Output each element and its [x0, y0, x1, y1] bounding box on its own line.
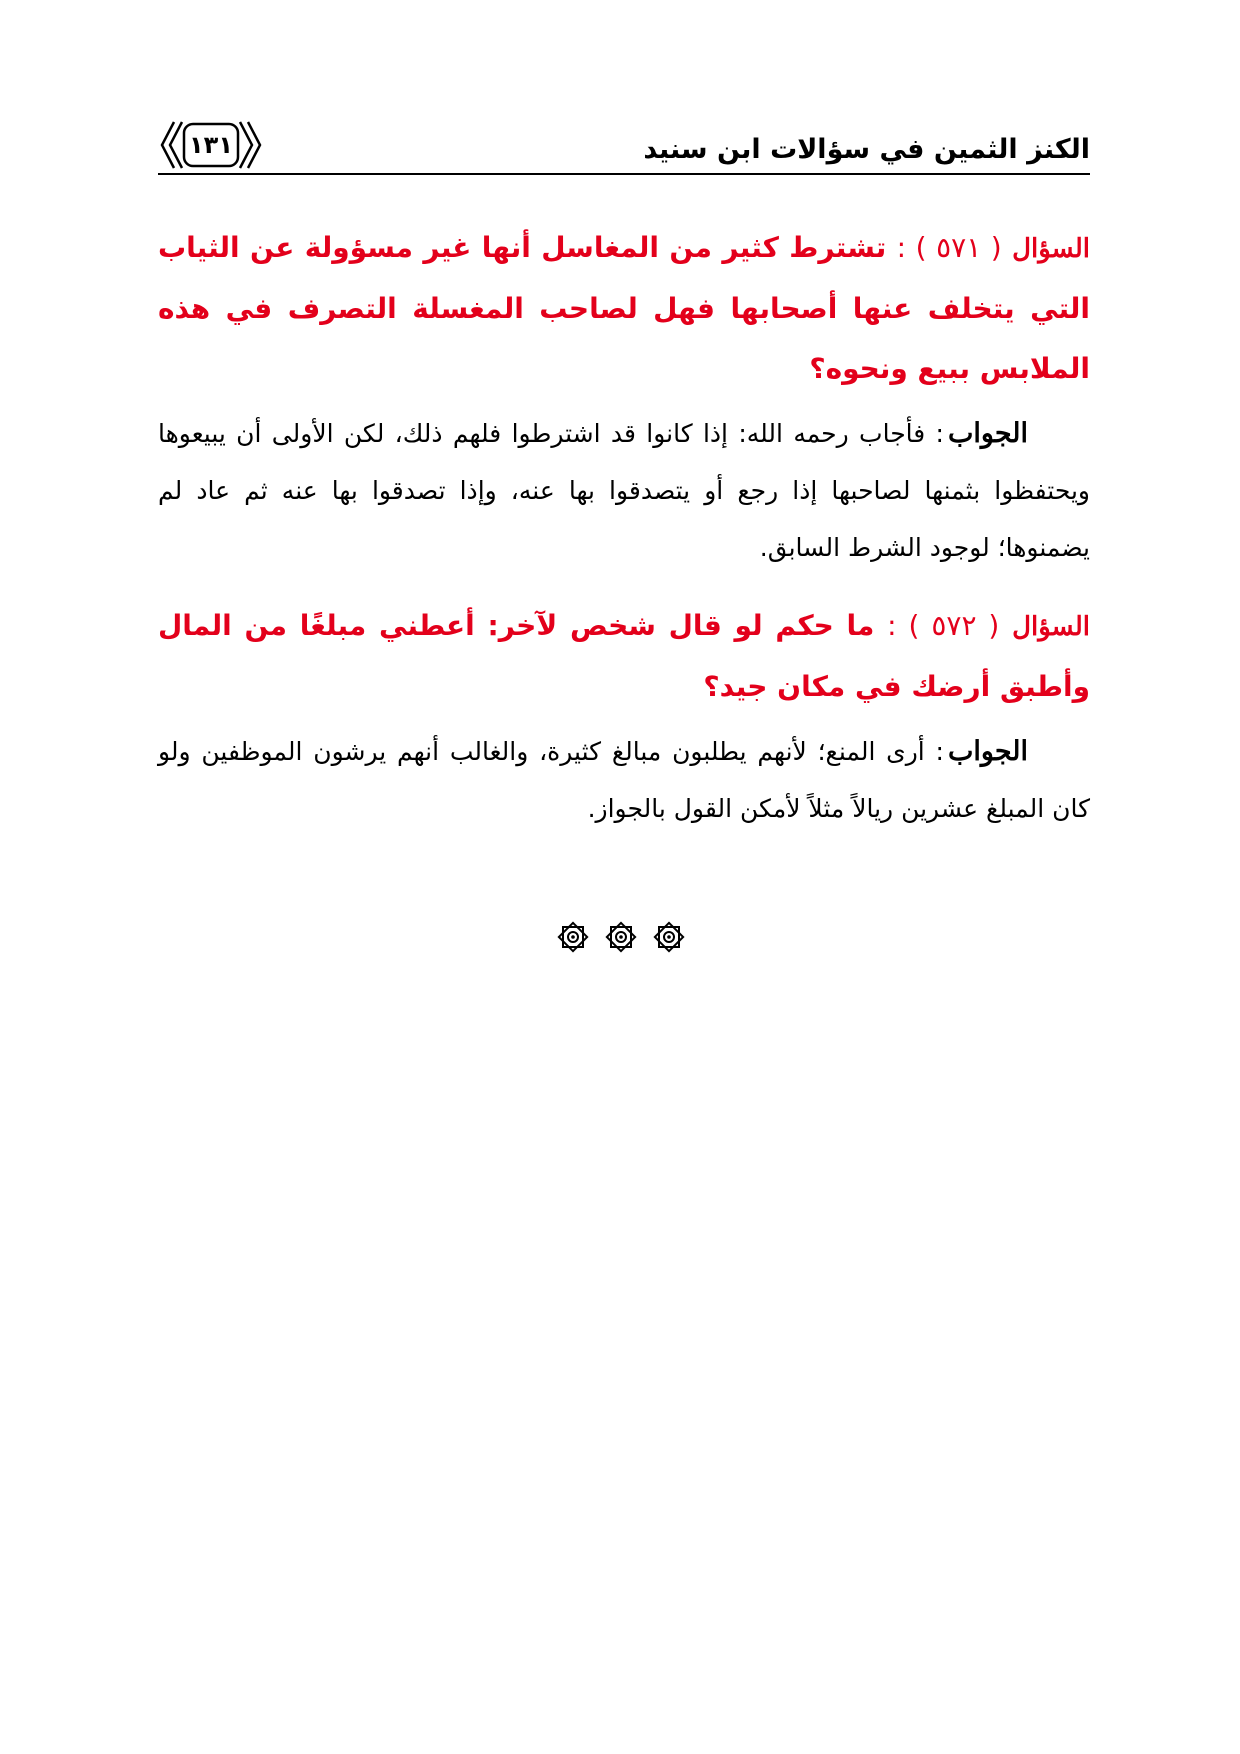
page-number: ١٣١ — [189, 131, 233, 159]
answer-text: : فأجاب رحمه الله: إذا كانوا قد اشترطوا فلهم ذلك، لكن الأولى أن يبيعوها ويحتفظوا بثمنها لصاحبها إذا رجع أو يتصدقوا بها عنه، وإذا تصدقوا بها عنه ثم عاد لم يضمنوها؛ لوجود الشرط السابق. — [158, 419, 1090, 562]
answer-label: الجواب — [947, 736, 1028, 767]
answer-label: الجواب — [947, 418, 1028, 449]
page-number-frame — [160, 118, 262, 172]
qa-entry-572 — [158, 596, 1090, 837]
question-571 — [158, 218, 1090, 399]
section-end-ornaments — [556, 920, 686, 956]
question-text: ما حكم لو قال شخص لآخر: أعطني مبلغًا من المال وأطبق أرضك في مكان جيد؟ — [158, 609, 1090, 703]
answer-text: : أرى المنع؛ لأنهم يطلبون مبالغ كثيرة، والغالب أنهم يرشون الموظفين ولو كان المبلغ عشرين ريالاً مثلاً لأمكن القول بالجواز. — [158, 737, 1090, 823]
page-content — [158, 218, 1090, 857]
running-title: الكنز الثمين في سؤالات ابن سنيد — [643, 134, 1090, 165]
answer-572 — [158, 723, 1090, 837]
eight-point-star-ornament-icon — [604, 920, 638, 954]
question-text: تشترط كثير من المغاسل أنها غير مسؤولة عن الثياب التي يتخلف عنها أصحابها فهل لصاحب المغسلة التصرف في هذه الملابس ببيع ونحوه؟ — [158, 231, 1090, 385]
qa-entry-571 — [158, 218, 1090, 576]
question-label: السؤال — [1012, 612, 1090, 642]
eight-point-star-ornament-icon — [652, 920, 686, 954]
question-number: ( ٥٧٢ ) : — [887, 609, 1000, 642]
header-divider — [158, 173, 1090, 175]
page-header — [158, 108, 1090, 178]
eight-point-star-ornament-icon — [556, 920, 590, 954]
answer-571 — [158, 405, 1090, 576]
question-label: السؤال — [1012, 234, 1091, 264]
question-number: ( ٥٧١ ) : — [896, 231, 1002, 264]
question-572 — [158, 596, 1090, 717]
